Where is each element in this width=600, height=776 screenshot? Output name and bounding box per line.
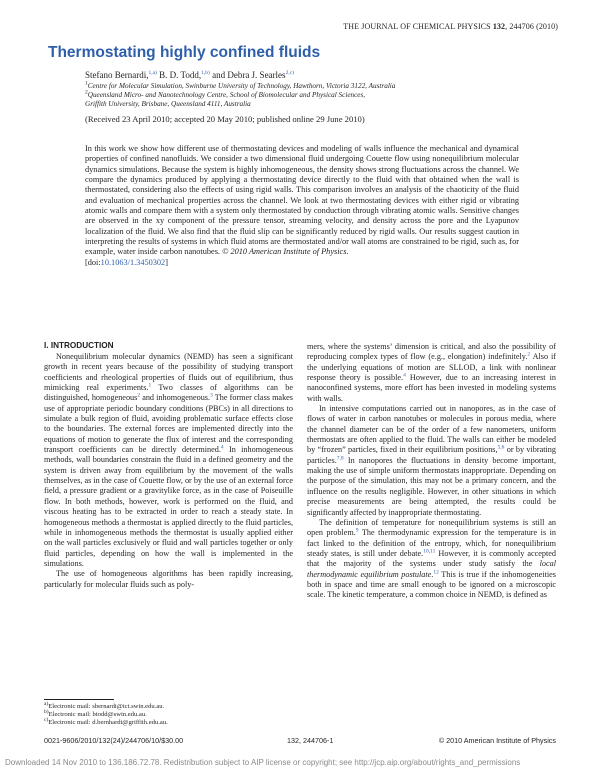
affiliation-mark: 1 (85, 80, 88, 87)
affiliation-line: Centre for Molecular Simulation, Swinburne University of Technology, Hawthorn, Victoria 3122, Australia (87, 82, 396, 90)
footnote-mark: c) (44, 716, 49, 723)
footnote-text: Electronic mail: sbernardi@ict.swin.edu.au. (48, 703, 165, 710)
text-run: In inhomogeneous methods, wall boundaries constrain the fluid in a defined geometry and the system is driven away from equilibrium by the movement of the walls themselves, as in the case of Couette flow, or by the use of an external force field, a pressure gradient or a gravitylike force, as in the case of Poiseuille flow. In both methods, however, work is performed on the fluid, and viscous heating has to be extracted in order to reach a steady state. In homogeneous methods a thermostat is applied directly to the fluid particles, while in inhomogeneous methods the thermostat is usually applied either on the wall particles exclusively or fluid and wall particles together or only fluid particles, depending on how the wall is implemented in the simulations. (44, 445, 293, 568)
reference-citation[interactable]: 3 (210, 392, 213, 399)
footer-copyright: © 2010 American Institute of Physics (438, 736, 556, 745)
abstract-text: In this work we show how different use of thermostating devices and modeling of walls influence the mechanical and dynamical properties of confined nanofluids. We consider a two dimensional fluid undergoing Couette flow using nonequilibrium molecular dynamics simulations. Because the system is highly inhomogeneous, the density shows strong fluctuations across the channel. We compare the dynamics produced by applying a thermostating device directly to the fluid with that obtained when the wall is thermostated, considering also the effects of using rigid walls. This comparison involves an analysis of the chaoticity of the fluid and evaluation of mechanical properties across the channel. We look at two thermostating devices with either rigid or vibrating atomic walls and compare them with a system only thermostated by conduction through vibrating atomic walls. Sensitive changes are observed in the xy component of the pressure tensor, streaming velocity, and density across the pore and the Lyapunov localization of the fluid. We also find that the fluid slip can be significantly reduced by rigid walls. Our results suggest caution in interpreting the results of systems in which fluid atoms are thermostated and/or wall atoms are constrained to be rigid, such as, for example, water inside carbon nanotubes. (85, 144, 519, 257)
text-run: Nonequilibrium molecular dynamics (NEMD) has seen a significant growth in recent years because of the possibility of studying transport coefficients and rheological properties of fluids out of equilibrium, thus mimicking real experiments. (44, 352, 293, 393)
author-marks: 1,b) (201, 70, 210, 76)
text-run: However, due to an increasing interest in nanoconfined systems, more effort has been invested in modeling systems with walls. (307, 373, 556, 403)
footnotes (44, 700, 168, 727)
author-name: and Debra J. Searles (212, 70, 286, 80)
text-run: The former class makes use of appropriate periodic boundary conditions (PBCs) in all directions to simulate a bulk region of fluid, avoiding problematic surface effects close to the boundaries. The external forces are implemented directly into the equations of motion to generate the flux of interest and the corresponding transport coefficients can be directly determined. (44, 393, 293, 455)
journal-name: THE JOURNAL OF CHEMICAL PHYSICS (343, 22, 491, 31)
text-run: The use of homogeneous algorithms has been rapidly increasing, particularly for molecular fluids such as poly- (44, 569, 293, 589)
text-run: The thermodynamic expression for the temperature is in fact linked to the definition of the entropy, which, for nonequilibrium steady states, is still under debate. (307, 528, 556, 558)
author-name: B. D. Todd, (159, 70, 202, 80)
text-run: However, it is commonly accepted that the majority of the systems under study satisfy the (307, 548, 557, 569)
author-list (85, 70, 294, 80)
footnote (44, 700, 168, 711)
footer-issn: 0021-9606/2010/132(24)/244706/10/$30.00 (44, 736, 184, 745)
author-name: Stefano Bernardi, (85, 70, 149, 80)
text-run: Also if the underlying equations of motion are SLLOD, a link with nonlinear response theory is possible. (307, 352, 556, 383)
paragraph (307, 518, 556, 601)
author-marks: 2,c) (285, 70, 294, 76)
footnote (44, 708, 168, 719)
text-run: or by vibrating particles. (307, 445, 556, 465)
download-notice: Downloaded 14 Nov 2010 to 136.186.72.78. Redistribution subject to AIP license or copyright; see http://jcp.aip.org/about/rights_and_permissions (5, 758, 521, 767)
italic-text: local thermodynamic equilibrium postulate (307, 559, 556, 579)
doi-link[interactable]: 10.1063/1.3450302 (100, 257, 166, 267)
text-run: . (431, 569, 434, 579)
journal-volume: 132 (492, 22, 506, 31)
affiliation-line: Griffith University, Brisbane, Queensland 4111, Australia (85, 99, 251, 108)
reference-citation[interactable]: 1 (148, 382, 152, 389)
reference-citation[interactable]: 9 (355, 527, 359, 534)
reference-citation[interactable]: 10,11 (423, 548, 436, 555)
affiliation-mark: 2 (85, 89, 88, 96)
affiliation-line: Queensland Micro- and Nanotechnology Centre, School of Biomolecular and Physical Sciences, (87, 91, 366, 99)
journal-year: (2010) (536, 22, 558, 31)
paragraph (44, 569, 293, 590)
footnote-mark: a) (44, 700, 49, 707)
abstract (85, 144, 519, 268)
text-run: In nanopores the fluctuations in density become important, making the use of simple uniform thermostats inappropriate. Depending on the purpose of the simulation, this may not be a primary concern, and the influence on the results negligible. However, in other situations in which precise measurements are being attempted, the results could be significantly affected by inappropriate thermostating. (307, 455, 556, 517)
footnote-text: Electronic mail: d.bernhardt@griffith.edu.au. (48, 719, 168, 726)
reference-citation[interactable]: 2 (527, 351, 531, 358)
text-run: mers, where the systems’ dimension is critical, and also the possibility of reproducing complex types of flow (e.g., elongation) indefinitely. (307, 342, 556, 362)
reference-citation[interactable]: 4 (403, 372, 406, 379)
left-column (44, 352, 293, 590)
paper-title: Thermostating highly confined fluids (48, 44, 321, 61)
text-run: Two classes of algorithms can be distinguished, homogeneous (44, 383, 294, 403)
reference-citation[interactable]: 5,6 (497, 444, 505, 451)
running-header: THE JOURNAL OF CHEMICAL PHYSICS 132, 244706 (2010) (343, 22, 558, 31)
footnote-mark: b) (44, 708, 49, 715)
affiliation (85, 82, 395, 91)
paragraph (307, 342, 556, 404)
doi-prefix: [doi: (85, 257, 101, 267)
article-number: 244706 (509, 22, 534, 31)
footnote-text: Electronic mail: btodd@swin.edu.au. (48, 711, 147, 718)
reference-citation[interactable]: 7,8 (336, 455, 344, 462)
reference-citation[interactable]: 2 (137, 392, 141, 399)
paragraph (44, 352, 293, 569)
footnote (44, 716, 168, 727)
paragraph (307, 404, 556, 518)
reference-citation[interactable]: 4 (220, 444, 224, 451)
footnote-divider (44, 699, 114, 700)
author-marks: 1,a) (148, 70, 157, 76)
doi-suffix: ] (165, 257, 168, 267)
text-run: This is true if the inhomogeneities both in space and time are small enough to be ignored on a microscopic scale. The kinetic temperature, a common choice in NEMD, is defined as (307, 569, 556, 600)
received-dates: (Received 23 April 2010; accepted 20 May 2010; published online 29 June 2010) (85, 114, 365, 124)
text-run: and inhomogeneous. (140, 393, 211, 403)
right-column (307, 342, 556, 601)
text-run: In intensive computations carried out in nanopores, as in the case of flows of water in carbon nanotubes or molecules in porous media, where the channel diameter can be of the order of a few nanometers, uniform thermostats are often applied to the fluid. The walls can either be modeled by “frozen” particles, fixed in their equilibrium positions, (307, 404, 556, 455)
text-run: The definition of temperature for nonequilibrium systems is still an open problem. (307, 517, 556, 538)
footer-page-number: 132, 244706-1 (287, 736, 334, 745)
section-heading: I. INTRODUCTION (44, 341, 114, 350)
affiliation (85, 91, 365, 109)
abstract-copyright: © 2010 American Institute of Physics. (222, 247, 349, 257)
reference-citation[interactable]: 12 (433, 568, 439, 575)
